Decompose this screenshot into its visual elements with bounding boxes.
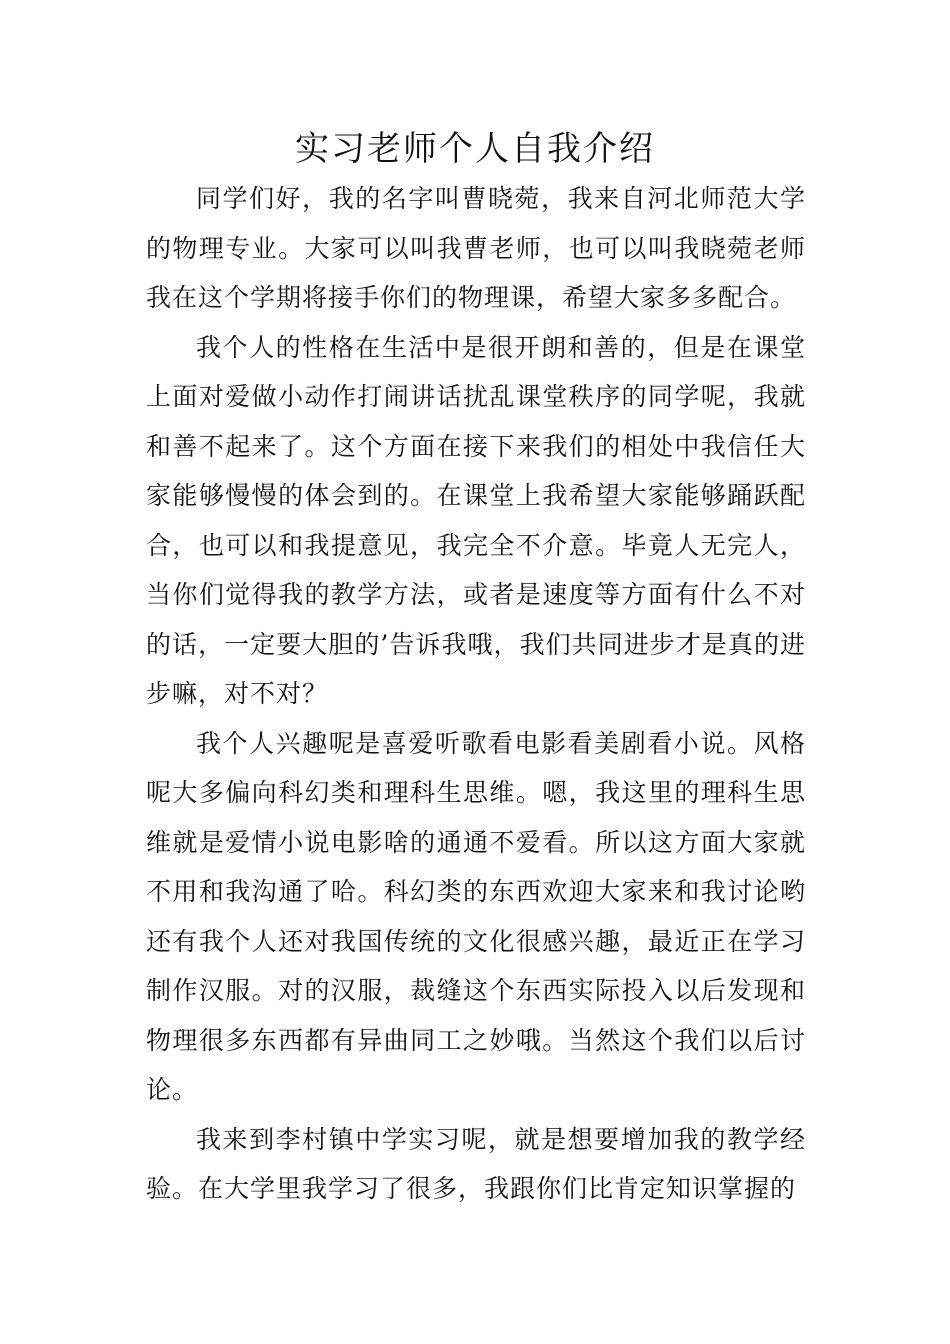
- document-title: 实习老师个人自我介绍: [295, 129, 655, 169]
- document-body: [146, 174, 806, 1214]
- paragraph-greeting: 同学们好，我的名字叫曹晓菀，我来自河北师范大学的物理专业。大家可以叫我曹老师，也可以叫我晓菀老师我在这个学期将接手你们的物理课，希望大家多多配合。: [146, 184, 806, 312]
- paragraph-internship: 我来到李村镇中学实习呢，就是想要增加我的教学经验。在大学里我学习了很多，我跟你们比肯定知识掌握的: [146, 1124, 806, 1203]
- paragraph-personality: 我个人的性格在生活中是很开朗和善的，但是在课堂上面对爱做小动作打闹讲话扰乱课堂秩序的同学呢，我就和善不起来了。这个方面在接下来我们的相处中我信任大家能够慢慢的体会到的。在课堂上我希望大家能够踊跃配合，也可以和我提意见，我完全不介意。毕竟人无完人，当你们觉得我的教学方法，或者是速度等方面有什么不对的话，一定要大胆的’告诉我哦，我们共同进步才是真的进步嘛，对不对？: [146, 332, 806, 708]
- paragraph-interests: 我个人兴趣呢是喜爱听歌看电影看美剧看小说。风格呢大多偏向科幻类和理科生思维。嗯，我这里的理科生思维就是爱情小说电影啥的通通不爱看。所以这方面大家就不用和我沟通了哈。科幻类的东西欢迎大家来和我讨论哟还有我个人还对我国传统的文化很感兴趣，最近正在学习制作汉服。对的汉服，裁缝这个东西实际投入以后发现和物理很多东西都有异曲同工之妙哦。当然这个我们以后讨论。: [146, 728, 806, 1104]
